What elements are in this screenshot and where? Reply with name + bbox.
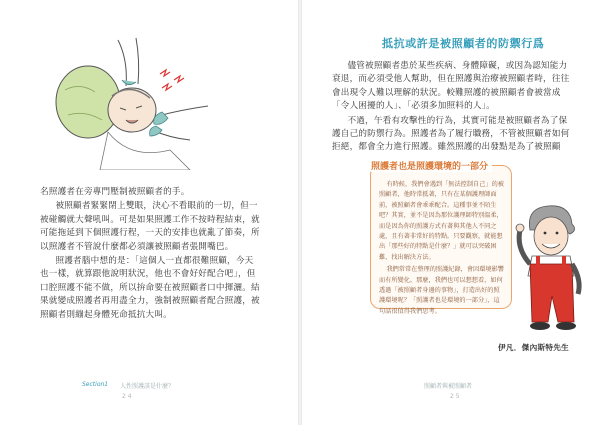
right-paragraph: 儘管被照顧者患於某些疾病、身體障礙，或因為認知能力衰退，而必須受他人幫助，但在照護與治療被照顧者時，往往會出現令人難以理解的狀況。較難照護的被照顧者會被當成「令人困擾的人」、「必須多加照料的人」。 bbox=[332, 61, 570, 112]
left-paragraph: 名照護者在旁專門壓制被照顧者的手。 bbox=[40, 187, 190, 197]
running-footer-section bbox=[82, 381, 114, 388]
character-illustration-icon bbox=[508, 200, 598, 340]
left-paragraph: 被照顧者緊緊閉上雙眼，決心不看眼前的一切，但一被碰觸就大聲吼叫。可是如果照護工作不按時程結束，就可能拖延到下個照護行程，一天的安排也就亂了節奏，所以照護者不管說什麼都必須讓被照顧者張開嘴巴。 bbox=[40, 201, 260, 252]
caregiver-illustration-icon bbox=[40, 20, 210, 170]
section-label: Section1 bbox=[82, 381, 109, 388]
section-heading: 抵抗或許是被照顧者的防禦行爲 bbox=[382, 37, 545, 50]
right-page bbox=[302, 0, 600, 425]
callout-title: 照護者也是照護環境的一部分 bbox=[371, 159, 492, 172]
callout-text bbox=[379, 180, 505, 319]
left-paragraph: 照護者腦中想的是：「這個人一直都很難照顧，今天也一樣，就算跟他說明狀況，他也不會好好配合吧」，但口腔照護不能不做，所以拚命要在被照顧者口中揮灑。結果就變成照護者再用盡全力，強制被照顧者配合照護，被照顧者則繃起身體死命抵抗大叫。 bbox=[40, 256, 260, 320]
page-number: 2 4 bbox=[122, 393, 132, 400]
page-number: 2 5 bbox=[450, 393, 460, 400]
tip-callout-box bbox=[370, 162, 512, 315]
callout-paragraph: 有時候，我們會遇到「無法控制自己」的被照顧者，他時常抵著，只有在某個護理師面前，被照顧者會乖乖配合。這種事並不陌生吧？其實，並不是因為那位護理師特別溫柔，而是因為你的照護方式有著與其他人不同之處，且有著非常好的特點。只要觀察，就能想出「那些好的特點是什麼？」就可以突破困難，找出解決方法。 bbox=[379, 181, 504, 261]
left-page bbox=[0, 0, 298, 425]
running-footer-title: 照顧者與被照顧者 bbox=[424, 383, 473, 390]
right-paragraph: 不過，午看有攻擊性的行為，其實可能是被照顧者為了保護自己的防禦行為。照護者為了履行職務，不管被照顧者如何拒絕，都會全力進行照護。雖然照護的出發點是為了被照顧 bbox=[332, 115, 570, 153]
right-body-text bbox=[332, 60, 575, 156]
callout-paragraph: 我們常常在整理的照護紀錄，會因環境影響而有所變化。那麼，我們也可以想想看，如何透過「被照顧者身邊的事物」，打造出好的照護環境呢？「照護者也是環境的一部分」，這句話很值得我們思考。 bbox=[379, 266, 504, 315]
character-name: 伊凡．傑內斯特先生 bbox=[498, 343, 570, 352]
running-footer-title: 人性照護該是什麼？ bbox=[120, 383, 175, 390]
left-body-text bbox=[40, 186, 262, 323]
